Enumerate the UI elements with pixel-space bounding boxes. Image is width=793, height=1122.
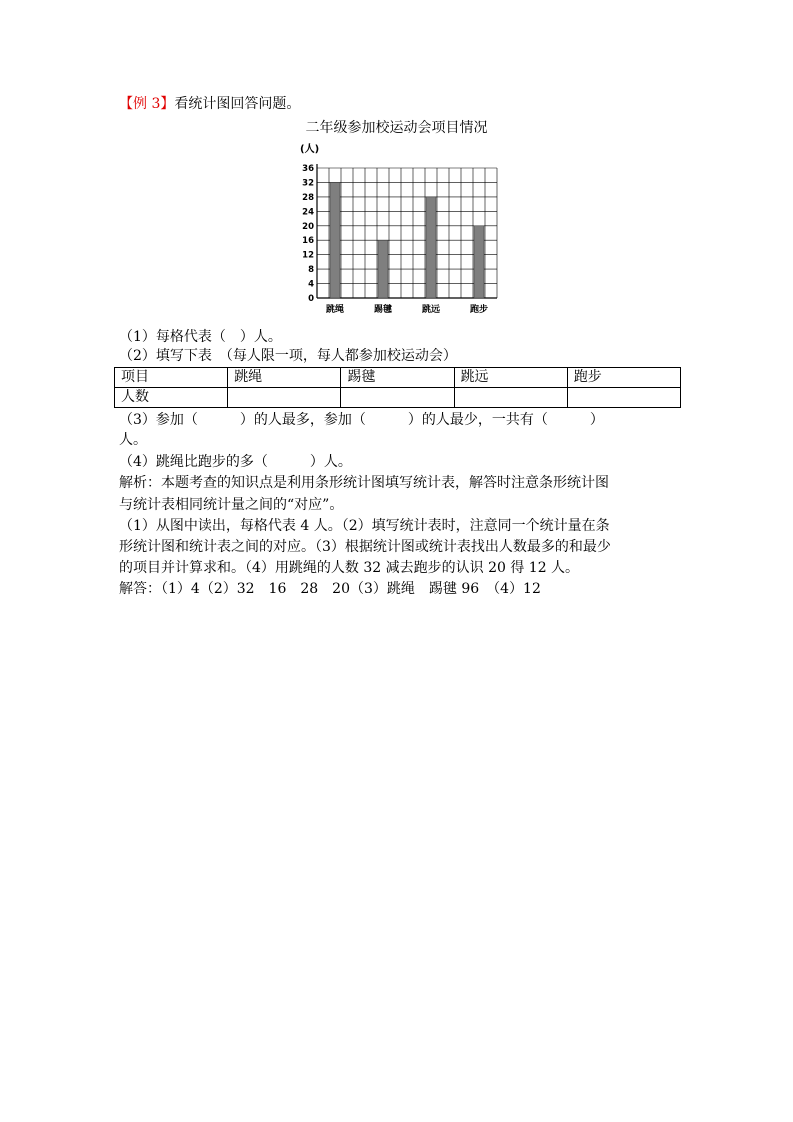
bar-chart [290,142,510,320]
analysis-line-5: 的项目并计算求和。（4）用跳绳的人数 32 减去跑步的认识 20 得 12 人。 [119,560,580,576]
blank-cell[interactable] [228,388,341,408]
table-header-cell: 跳绳 [228,368,341,388]
answer-line: 解答：（1）4（2）32 16 28 20（3）跳绳 踢毽 96 （4）12 [119,581,541,597]
question-4: （4）跳绳比跑步的多（ ）人。 [119,454,352,470]
bar [474,226,484,298]
y-tick-label: 36 [302,164,314,174]
bar [330,182,340,298]
question-3-line-2: 人。 [119,432,147,448]
y-tick-label: 24 [302,207,314,218]
analysis-line-1: 解析：本题考查的知识点是利用条形统计图填写统计表，解答时注意条形统计图 [119,475,609,491]
bar [426,197,436,298]
table-header-cell: 跑步 [567,368,680,388]
analysis-line-4: 形统计图和统计表之间的对应。（3）根据统计图或统计表找出人数最多的和最少 [119,539,611,555]
y-tick-label: 32 [302,178,314,189]
y-axis-label: (人) [300,144,320,155]
question-3-line-1: （3）参加（ ）的人最多，参加（ ）的人最少，一共有（ ） [119,412,604,428]
table-row-label: 人数 [115,388,228,408]
blank-cell[interactable] [567,388,680,408]
blank-cell[interactable] [454,388,567,408]
blank-cell[interactable] [341,388,454,408]
analysis-line-3: （1）从图中读出，每格代表 4 人。（2）填写统计表时，注意同一个统计量在条 [119,518,610,534]
table-header-cell: 项目 [115,368,228,388]
chart-title: 二年级参加校运动会项目情况 [305,120,488,136]
y-tick-label: 0 [308,294,314,304]
question-2: （2）填写下表 （每人限一项，每人都参加校运动会） [119,348,457,364]
bar [378,240,388,298]
example-heading [119,94,300,114]
y-tick-label: 16 [302,236,314,247]
question-1: （1）每格代表（ ）人。 [119,329,282,345]
table-row-header [115,368,681,388]
y-tick-label: 8 [308,265,314,276]
example-prompt: 看统计图回答问题。 [174,96,301,112]
answer-table [114,367,681,408]
x-tick-label: 跳绳 [325,305,345,315]
table-header-cell: 跳远 [454,368,567,388]
analysis-line-2: 与统计表相同统计量之间的“对应”。 [119,497,344,513]
table-header-cell: 踢毽 [341,368,454,388]
example-tag: 【例 3】 [119,96,175,112]
y-tick-label: 12 [302,250,314,261]
y-tick-label: 4 [308,279,314,290]
x-tick-label: 跑步 [469,305,489,315]
table-row-count [115,388,681,408]
x-tick-label: 跳远 [421,305,441,315]
y-tick-label: 20 [302,221,314,232]
y-tick-label: 28 [302,192,314,203]
x-tick-label: 踢毽 [373,305,393,315]
